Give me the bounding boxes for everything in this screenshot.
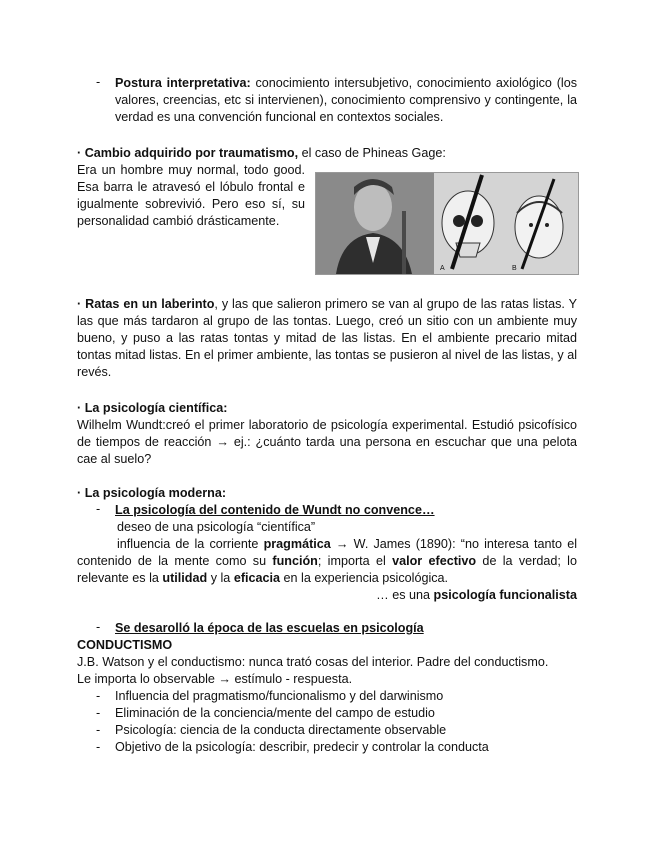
moderna-p-j: eficacia [233, 571, 281, 585]
list-item [77, 739, 577, 756]
moderna-conclusion [77, 587, 577, 604]
list-dash: - [96, 689, 101, 703]
list-dash: - [96, 75, 101, 89]
list-dash: - [96, 706, 101, 720]
gage-heading [77, 145, 577, 162]
moderna-sub1-row [77, 502, 577, 519]
list-item-text: Psicología: ciencia de la conducta directamente observable [115, 723, 447, 737]
list-item-text: Objetivo de la psicología: describir, predecir y controlar la conducta [115, 740, 489, 754]
moderna-p-g: de la verdad; lo relevante es la [77, 554, 577, 585]
list-item [77, 688, 577, 705]
moderna-p-a: influencia de la corriente [117, 537, 264, 551]
moderna-p-e: ; importa el [317, 554, 393, 568]
list-dash: - [96, 502, 101, 516]
moderna-section [77, 485, 577, 604]
cientifica-heading-bold: · La psicología científica: [77, 401, 228, 415]
escuelas-sub-text: Se desarolló la época de las escuelas en psicología [115, 621, 424, 635]
gage-text: Era un hombre muy normal, todo good. Esa barra le atravesó el lóbulo frontal e igualmente sobrevivió. Pero eso sí, su personalidad cambió drásticamente. [77, 163, 305, 228]
list-dash: - [96, 620, 101, 634]
moderna-p-b: pragmática [263, 537, 331, 551]
escuelas-sub [77, 620, 577, 637]
list-dash: - [96, 740, 101, 754]
gage-heading-rest: el caso de Phineas Gage: [298, 146, 446, 160]
ratas-paragraph [77, 296, 577, 381]
moderna-end-a: … es una [376, 588, 434, 602]
escuelas-sub-row [77, 620, 577, 637]
ratas-label: · Ratas en un laberinto [77, 297, 215, 311]
list-dash: - [96, 723, 101, 737]
moderna-end-b: psicología funcionalista [433, 588, 577, 602]
conductismo-line1: J.B. Watson y el conductismo: nunca trató cosas del interior. Padre del conductismo. [77, 655, 549, 669]
phineas-gage-image [315, 172, 579, 275]
caption-b: B [512, 265, 517, 272]
cientifica-text: Wilhelm Wundt:creó el primer laboratorio de psicología experimental. Estudió psicofísico de tiempos de reacción → ej.: ¿cuánto tarda una persona en escuchar que una pelota cae al suelo? [77, 418, 577, 466]
conductismo-title: CONDUCTISMO [77, 638, 173, 652]
phineas-gage-illustration [316, 173, 578, 274]
postura-section [77, 75, 577, 126]
moderna-sub1 [77, 502, 577, 519]
moderna-heading [77, 485, 577, 502]
list-item [77, 722, 577, 739]
conductismo-line2: Le importa lo observable → estímulo - respuesta. [77, 672, 353, 686]
list-item-text: Eliminación de la conciencia/mente del campo de estudio [115, 706, 435, 720]
moderna-heading-bold: · La psicología moderna: [77, 486, 227, 500]
conductismo-list [77, 688, 577, 756]
list-item-text: Influencia del pragmatismo/funcionalismo y del darwinismo [115, 689, 444, 703]
gage-heading-bold: · Cambio adquirido por traumatismo, [77, 146, 299, 160]
moderna-line1: deseo de una psicología “científica” [117, 520, 316, 534]
postura-paragraph [77, 75, 577, 126]
ratas-text: , y las que salieron primero se van al grupo de las ratas listas. Y las que más tardaron al grupo de las tontas. Luego, creó un sitio con un ambiente muy bueno, y puso a las ratas tontas y mitad de las listas. En el ambiente precario mitad tontas mitad listas. En el primer ambiente, las tontas se pusieron al nivel de las listas, y al revés. [77, 297, 577, 379]
moderna-p-i: y la [207, 571, 234, 585]
moderna-p-d: función [272, 554, 318, 568]
ratas-section [77, 296, 577, 381]
cientifica-heading [77, 400, 577, 417]
moderna-paragraph [77, 536, 577, 587]
moderna-p-k: en la experiencia psicológica. [280, 571, 449, 585]
moderna-p-c: → W. James (1890): “no interesa tanto el contenido de la mente como su [77, 537, 577, 568]
moderna-p-h: utilidad [162, 571, 208, 585]
escuelas-section [77, 620, 577, 756]
moderna-sub1-text: La psicología del contenido de Wundt no convence… [115, 503, 435, 517]
list-item [77, 705, 577, 722]
moderna-p-f: valor efectivo [392, 554, 477, 568]
postura-label: Postura interpretativa: [115, 76, 251, 90]
postura-text: conocimiento intersubjetivo, conocimiento axiológico (los valores, creencias, etc si intervienen), conocimiento comprensivo y contingente, la verdad es una convención funcional en contextos sociales. [115, 76, 577, 124]
caption-a: A [440, 265, 445, 272]
cientifica-section [77, 400, 577, 468]
